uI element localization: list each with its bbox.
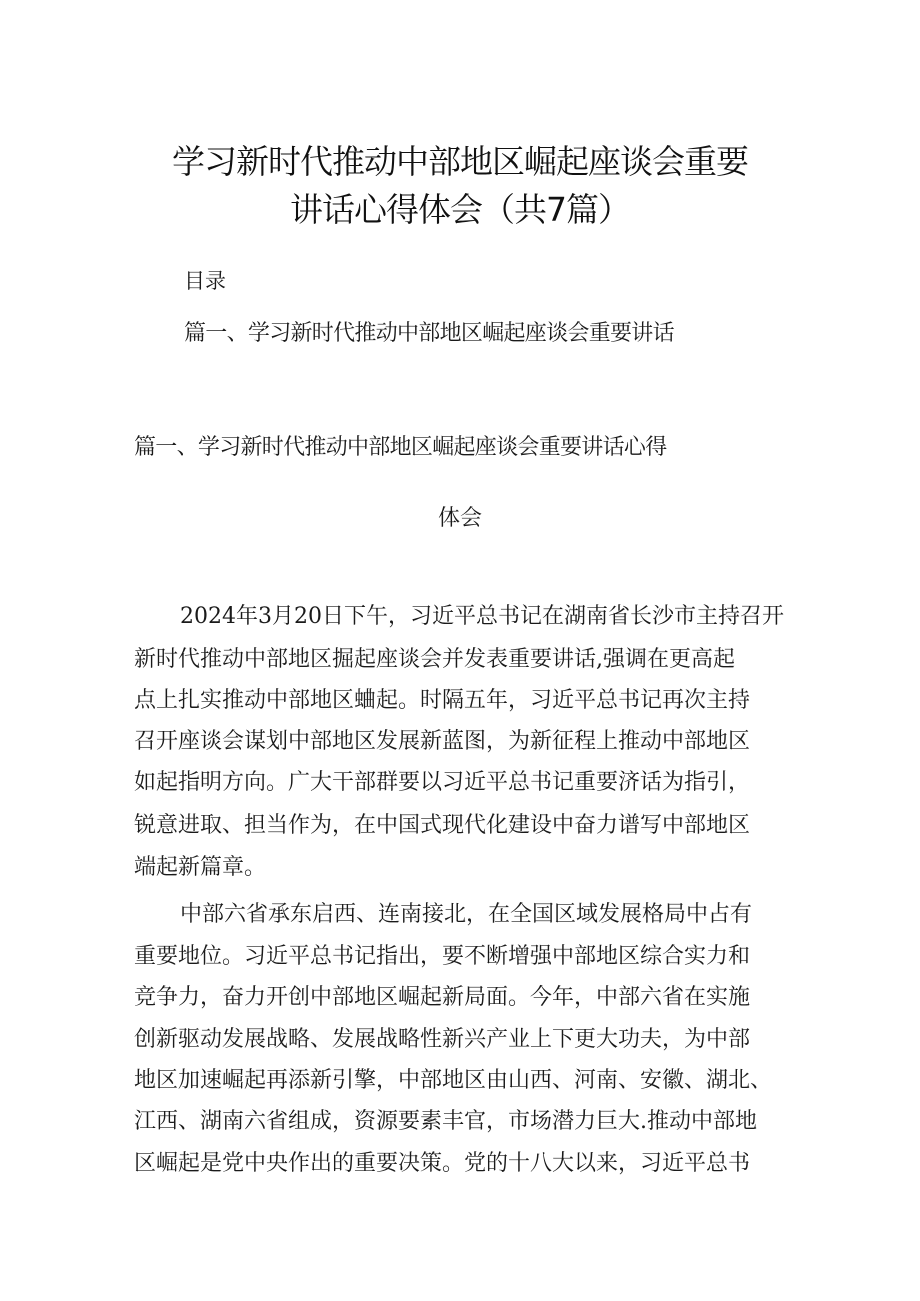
paragraph-1-line: 锐意进取、担当作为，在中国式现代化建设中奋力谱写中部地区 [134, 813, 751, 838]
paragraph-2-line: 区崛起是党中央作出的重要决策。党的十八大以来，习近平总书 [134, 1151, 751, 1176]
paragraph-2-line: 创新驱动发展战略、发展战略性新兴产业上下更大功夫，为中部 [134, 1027, 751, 1052]
paragraph-2-line: 中部六省承东启西、连南接北，在全国区域发展格局中占有 [180, 902, 753, 927]
section-heading: 篇一、学习新时代推动中部地区崛起座谈会重要讲话心得 [134, 435, 667, 460]
paragraph-2-line: 地区加速崛起再添新引擎，中部地区由山西、河南、安徽、湖北、 [134, 1068, 773, 1093]
paragraph-2-line: 江西、湖南六省组成，资源要素丰官，市场潜力巨大.推动中部地 [134, 1109, 757, 1134]
document-title-line-2: 讲话心得体会（共7篇） [290, 190, 630, 229]
paragraph-1-line: 点上扎实推动中部地区蛐起。时隔五年，习近平总书记再次主持 [134, 688, 751, 713]
paragraph-1-line: 如起指明方向。广大干部群要以习近平总书记重要济话为指引， [134, 770, 751, 795]
paragraph-1-line: 端起新篇章。 [134, 855, 267, 880]
paragraph-1-line: 2024年3月20日下午，习近平总书记在湖南省长沙市主持召开 [180, 604, 784, 629]
document-title-line-1: 学习新时代推动中部地区崛起座谈会重要 [172, 142, 748, 181]
toc-label: 目录 [184, 269, 226, 293]
paragraph-2-line: 重要地位。习近平总书记指出，要不断增强中部地区综合实力和 [134, 944, 751, 969]
paragraph-2-line: 竞争力，奋力开创中部地区崛起新局面。今年，中部六省在实施 [134, 985, 751, 1010]
section-heading-continuation: 体会 [437, 506, 482, 531]
paragraph-1-line: 新时代推动中部地区掘起座谈会并发表重要讲话,强调在更高起 [134, 647, 735, 672]
paragraph-1-line: 召开座谈会谋划中部地区发展新蓝图，为新征程上推动中部地区 [134, 729, 751, 754]
toc-item-1[interactable]: 篇一、学习新时代推动中部地区崛起座谈会重要讲话 [184, 321, 674, 346]
